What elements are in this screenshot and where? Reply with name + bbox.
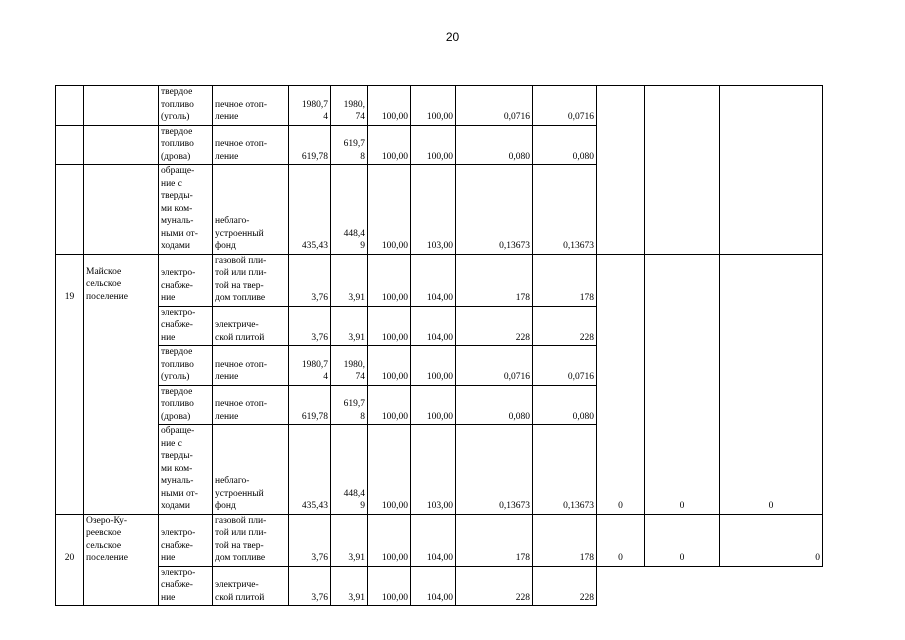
rate-cell: 228 [456,306,533,346]
page-number: 20 [445,30,460,44]
value-cell: 3,76 [289,566,331,606]
table-row [56,254,823,306]
kind-cell: электриче- ской плитой [213,306,289,346]
percent-cell: 103,00 [411,165,456,255]
percent-cell: 104,00 [411,254,456,306]
resource-cell: электро- снабже- ние [159,306,213,346]
value-cell: 619,7 8 [331,385,368,425]
resource-cell: твердое топливо (уголь) [159,86,213,126]
percent-cell: 100,00 [368,254,411,306]
percent-cell: 100,00 [368,566,411,606]
value-cell: 3,76 [289,254,331,306]
table-row [56,514,823,566]
value-cell: 448,4 9 [331,165,368,255]
extra-cell: 0 [720,254,823,514]
value-cell: 3,91 [331,566,368,606]
table-row [56,86,823,126]
value-cell: 1980,7 4 [289,346,331,386]
extra-cell: 0 [597,514,645,566]
rate-cell: 0,13673 [456,165,533,255]
resource-cell: обраще- ние с тверды- ми ком- муналь- ными от- ходами [159,165,213,255]
rate-cell: 0,0716 [456,86,533,126]
extra-cell [645,86,720,255]
rate-cell: 0,13673 [533,425,597,515]
value-cell: 1980, 74 [331,86,368,126]
value-cell: 619,78 [289,125,331,165]
kind-cell: газовой пли- той или пли- той на твер- дом топливе [213,254,289,306]
value-cell: 3,91 [331,254,368,306]
resource-cell: твердое топливо (дрова) [159,125,213,165]
percent-cell: 104,00 [411,514,456,566]
settlement-cell [84,125,159,165]
value-cell: 3,76 [289,306,331,346]
kind-cell: печное отоп- ление [213,346,289,386]
rate-cell: 228 [533,566,597,606]
rate-cell: 0,13673 [456,425,533,515]
settlement-name: Майское сельское поселение [84,254,159,514]
percent-cell: 100,00 [368,346,411,386]
tariff-table [55,85,823,606]
rate-cell: 0,080 [456,125,533,165]
resource-cell: электро- снабже- ние [159,514,213,566]
value-cell: 1980, 74 [331,346,368,386]
percent-cell: 100,00 [368,86,411,126]
percent-cell: 100,00 [368,425,411,515]
extra-cell [597,86,645,255]
extra-cell: 0 [645,254,720,514]
value-cell: 448,4 9 [331,425,368,515]
extra-cell: 0 [720,514,823,566]
value-cell: 3,76 [289,514,331,566]
kind-cell: электриче- ской плитой [213,566,289,606]
settlement-cell [84,165,159,255]
rate-cell: 0,080 [456,385,533,425]
percent-cell: 100,00 [411,86,456,126]
percent-cell: 104,00 [411,306,456,346]
rate-cell: 228 [456,566,533,606]
rate-cell: 0,080 [533,125,597,165]
extra-cell: 0 [597,254,645,514]
kind-cell: газовой пли- той или пли- той на твер- дом топливе [213,514,289,566]
percent-cell: 100,00 [411,125,456,165]
kind-cell: печное отоп- ление [213,125,289,165]
index-cell [56,125,84,165]
value-cell: 3,91 [331,306,368,346]
resource-cell: твердое топливо (уголь) [159,346,213,386]
value-cell: 619,7 8 [331,125,368,165]
resource-cell: электро- снабже- ние [159,254,213,306]
rate-cell: 178 [533,514,597,566]
extra-cell [720,86,823,255]
resource-cell: твердое топливо (дрова) [159,385,213,425]
kind-cell: печное отоп- ление [213,86,289,126]
table-row [56,566,823,606]
index-cell: 20 [56,514,84,606]
index-cell [56,86,84,126]
value-cell: 435,43 [289,425,331,515]
resource-cell: электро- снабже- ние [159,566,213,606]
percent-cell: 103,00 [411,425,456,515]
value-cell: 1980,7 4 [289,86,331,126]
settlement-cell [84,86,159,126]
percent-cell: 100,00 [411,346,456,386]
kind-cell: неблаго- устроенный фонд [213,165,289,255]
rate-cell: 0,080 [533,385,597,425]
percent-cell: 100,00 [368,514,411,566]
rate-cell: 178 [456,514,533,566]
rate-cell: 0,0716 [533,346,597,386]
percent-cell: 100,00 [368,385,411,425]
settlement-name: Озеро-Ку- реевское сельское поселение [84,514,159,606]
percent-cell: 104,00 [411,566,456,606]
rate-cell: 228 [533,306,597,346]
extra-cell: 0 [645,514,720,566]
value-cell: 3,91 [331,514,368,566]
resource-cell: обраще- ние с тверды- ми ком- муналь- ными от- ходами [159,425,213,515]
percent-cell: 100,00 [368,306,411,346]
rate-cell: 0,13673 [533,165,597,255]
rate-cell: 178 [533,254,597,306]
index-cell: 19 [56,254,84,514]
kind-cell: печное отоп- ление [213,385,289,425]
rate-cell: 178 [456,254,533,306]
percent-cell: 100,00 [368,165,411,255]
percent-cell: 100,00 [411,385,456,425]
value-cell: 619,78 [289,385,331,425]
value-cell: 435,43 [289,165,331,255]
index-cell [56,165,84,255]
percent-cell: 100,00 [368,125,411,165]
rate-cell: 0,0716 [456,346,533,386]
rate-cell: 0,0716 [533,86,597,126]
kind-cell: неблаго- устроенный фонд [213,425,289,515]
